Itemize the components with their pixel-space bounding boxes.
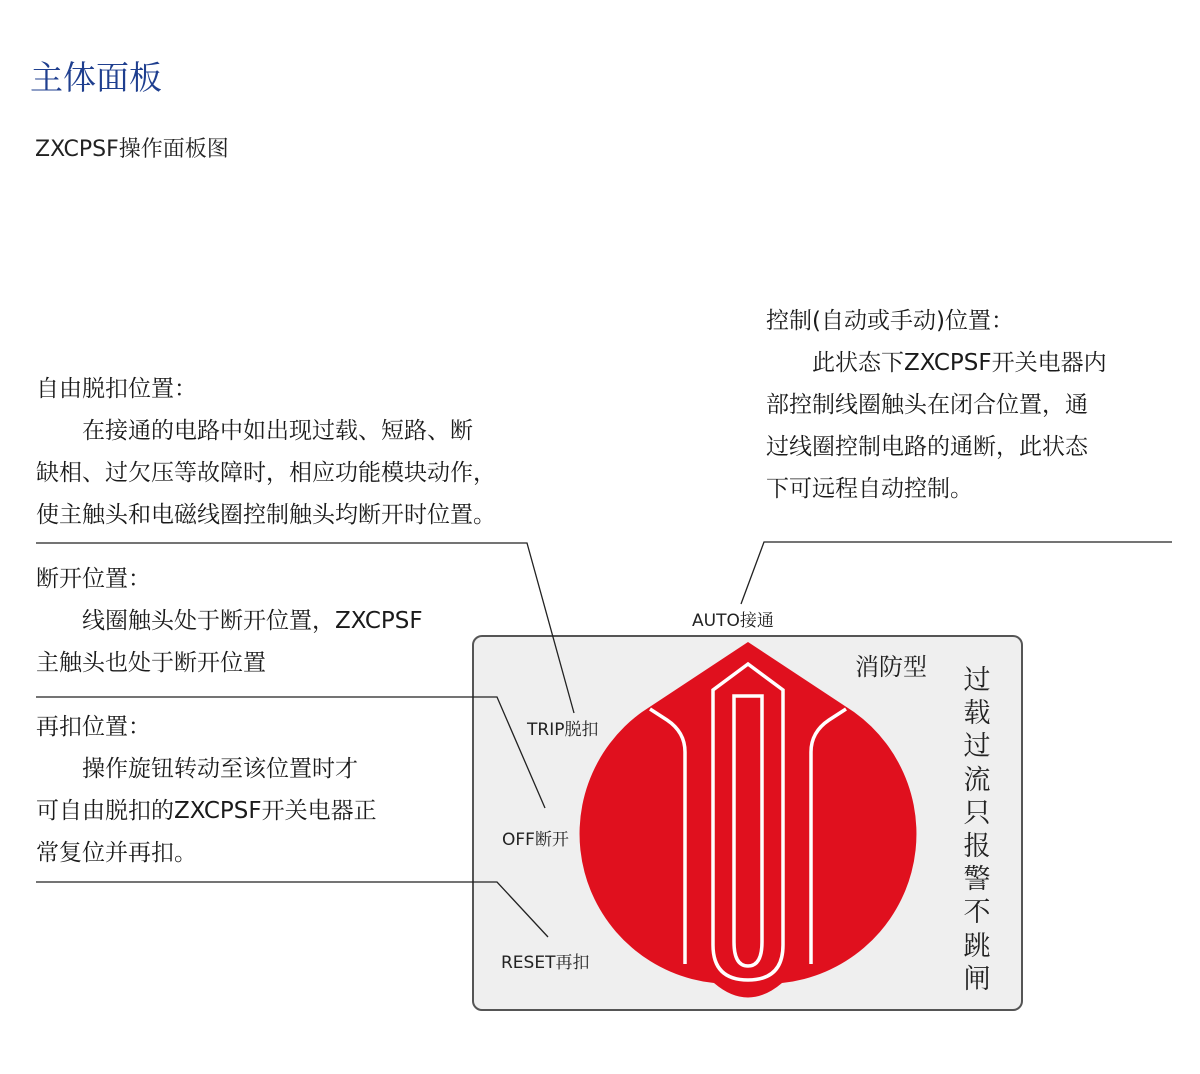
off-heading: 断开位置： xyxy=(36,566,151,592)
free-trip-line: 在接通的电路中如出现过载、短路、断 xyxy=(82,418,473,444)
reset-line: 常复位并再扣。 xyxy=(36,840,197,866)
reset-line: 操作旋钮转动至该位置时才 xyxy=(82,756,358,782)
control-heading: 控制(自动或手动)位置： xyxy=(766,308,1014,334)
off-leader xyxy=(36,697,545,808)
fire-type-label: 消防型 xyxy=(855,653,927,681)
reset-leader xyxy=(36,882,548,937)
control-line: 部控制线圈触头在闭合位置，通 xyxy=(766,392,1088,418)
free-trip-leader xyxy=(36,543,574,713)
free-trip-heading: 自由脱扣位置： xyxy=(36,376,197,402)
control-line: 此状态下ZXCPSF开关电器内 xyxy=(812,350,1107,376)
reset-line: 可自由脱扣的ZXCPSF开关电器正 xyxy=(36,798,377,824)
control-leader xyxy=(741,542,1172,604)
off-line: 主触头也处于断开位置 xyxy=(36,650,266,676)
control-line: 过线圈控制电路的通断，此状态 xyxy=(766,434,1088,460)
auto-position-label: AUTO接通 xyxy=(692,611,774,631)
trip-position-label: TRIP脱扣 xyxy=(527,720,599,740)
overload-alarm-note: 过载过流只报警不跳闸 xyxy=(963,665,991,995)
reset-heading: 再扣位置： xyxy=(36,714,151,740)
off-line: 线圈触头处于断开位置，ZXCPSF xyxy=(82,608,423,634)
diagram-caption: ZXCPSF操作面板图 xyxy=(35,137,229,162)
reset-position-label: RESET再扣 xyxy=(501,953,590,973)
off-position-label: OFF断开 xyxy=(502,830,569,850)
control-line: 下可远程自动控制。 xyxy=(766,476,973,502)
page-title: 主体面板 xyxy=(30,58,162,97)
free-trip-line: 缺相、过欠压等故障时，相应功能模块动作， xyxy=(36,460,496,486)
free-trip-line: 使主触头和电磁线圈控制触头均断开时位置。 xyxy=(36,502,496,528)
